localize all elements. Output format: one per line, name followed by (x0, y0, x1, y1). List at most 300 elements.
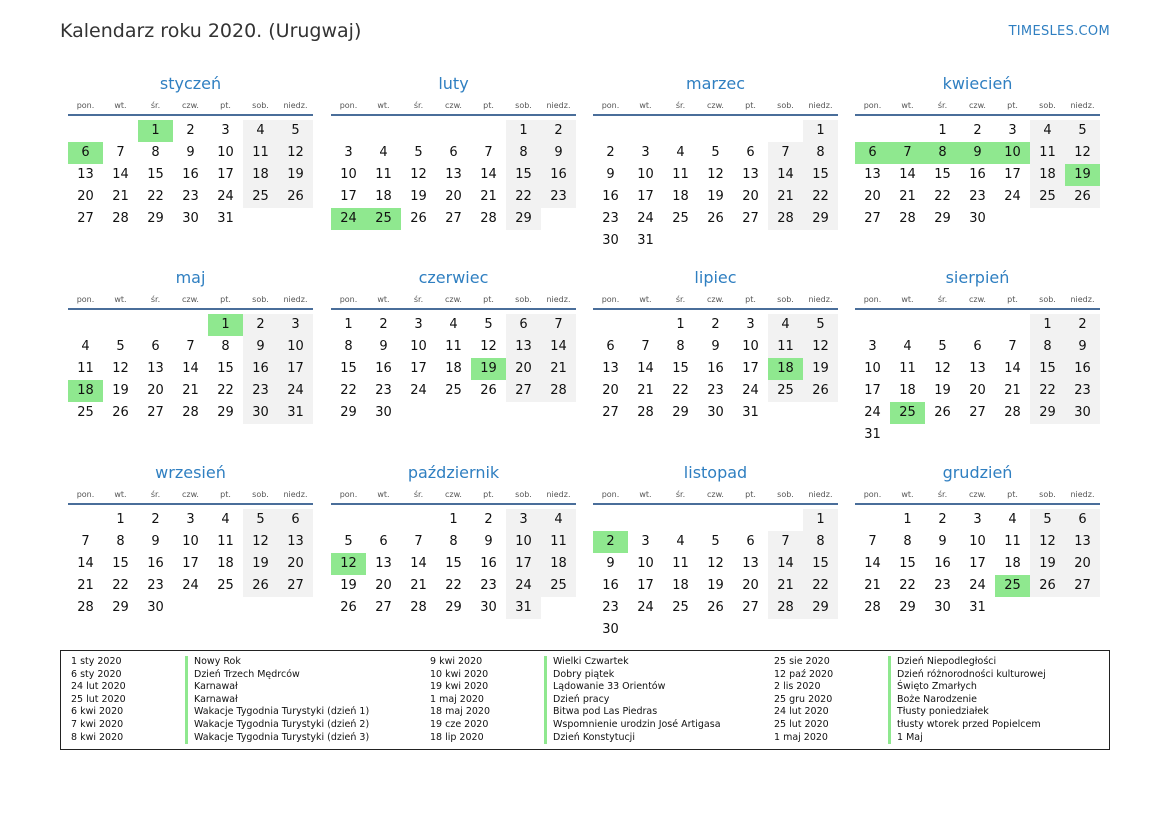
weekday-header (68, 100, 313, 116)
legend-row (61, 669, 369, 682)
weekday-header (593, 489, 838, 505)
day-cell: 26 (1065, 186, 1100, 208)
day-cell: 10 (340, 167, 357, 182)
day-cell: 11 (445, 339, 462, 354)
weekday-label: niedz. (283, 295, 308, 304)
day-cell: 23 (707, 383, 724, 398)
day-cell: 9 (484, 534, 493, 549)
day-cell: 3 (221, 123, 230, 138)
day-grid (331, 314, 576, 424)
day-cell: 16 (1065, 358, 1100, 380)
day-cell: 3 (278, 314, 313, 336)
weekday-label: wt. (639, 490, 652, 499)
day-cell: 15 (506, 164, 541, 186)
weekday-label: śr. (413, 101, 424, 110)
day-cell: 15 (934, 167, 951, 182)
day-cell: 29 (803, 597, 838, 619)
weekday-label: pt. (1007, 295, 1018, 304)
day-grid (331, 120, 576, 230)
day-cell: 8 (221, 339, 230, 354)
month-1 (68, 74, 313, 230)
holiday-name: Dzień różnorodności kulturowej (888, 669, 1046, 682)
day-cell: 29 (217, 405, 234, 420)
day-cell: 10 (410, 339, 427, 354)
day-cell: 30 (147, 600, 164, 615)
weekday-header (68, 489, 313, 505)
day-cell: 8 (151, 145, 160, 160)
day-cell: 30 (707, 405, 724, 420)
empty-cell (68, 509, 103, 531)
month-3 (593, 74, 838, 252)
day-cell: 19 (112, 383, 129, 398)
day-cell: 16 (480, 556, 497, 571)
day-cell: 17 (969, 556, 986, 571)
day-cell: 14 (410, 556, 427, 571)
day-cell: 22 (506, 186, 541, 208)
day-cell: 18 (541, 553, 576, 575)
holiday-date: 25 sie 2020 (774, 656, 830, 667)
day-cell: 27 (147, 405, 164, 420)
day-cell: 21 (112, 189, 129, 204)
holiday-date: 18 lip 2020 (430, 731, 484, 743)
legend-row (420, 719, 721, 732)
holiday-date: 2 lis 2020 (774, 681, 821, 693)
day-cell: 23 (969, 189, 986, 204)
day-cell: 12 (480, 339, 497, 354)
day-grid (593, 509, 838, 641)
day-cell: 27 (278, 575, 313, 597)
day-cell: 17 (182, 556, 199, 571)
holiday-day: 1 (138, 120, 173, 142)
day-cell: 3 (746, 317, 755, 332)
day-cell: 7 (868, 534, 877, 549)
holiday-day: 25 (995, 575, 1030, 597)
day-cell: 13 (278, 531, 313, 553)
month-5 (68, 268, 313, 424)
weekday-label: wt. (901, 490, 914, 499)
weekday-label: śr. (150, 295, 161, 304)
day-cell: 14 (541, 336, 576, 358)
legend-row (61, 681, 369, 694)
holiday-date: 10 kwi 2020 (430, 668, 489, 680)
day-cell: 22 (672, 383, 689, 398)
brand-link[interactable]: TIMESLES.COM (1008, 24, 1110, 39)
month-name: listopad (683, 463, 748, 482)
weekday-label: pt. (745, 295, 756, 304)
day-cell: 20 (278, 553, 313, 575)
empty-cell (103, 314, 138, 336)
holiday-name: Karnawał (185, 681, 238, 694)
day-cell: 28 (637, 405, 654, 420)
day-cell: 28 (768, 208, 803, 230)
day-cell: 20 (147, 383, 164, 398)
holiday-day: 1 (208, 314, 243, 336)
day-grid (855, 120, 1100, 230)
day-cell: 3 (506, 509, 541, 531)
holiday-date: 1 maj 2020 (430, 693, 484, 705)
day-cell: 21 (410, 578, 427, 593)
day-cell: 1 (676, 317, 685, 332)
day-cell: 13 (864, 167, 881, 182)
weekday-label: sob. (252, 295, 269, 304)
empty-cell (768, 509, 803, 531)
day-cell: 25 (77, 405, 94, 420)
day-cell: 22 (1030, 380, 1065, 402)
day-cell: 22 (899, 578, 916, 593)
day-cell: 13 (969, 361, 986, 376)
day-cell: 3 (1008, 123, 1017, 138)
weekday-label: pon. (601, 101, 620, 110)
day-cell: 26 (340, 600, 357, 615)
holiday-date: 19 cze 2020 (430, 718, 489, 730)
day-cell: 17 (506, 553, 541, 575)
day-cell: 24 (969, 578, 986, 593)
day-cell: 30 (1065, 402, 1100, 424)
day-cell: 10 (182, 534, 199, 549)
day-cell: 23 (602, 211, 619, 226)
weekday-header (68, 294, 313, 310)
empty-cell (663, 120, 698, 142)
month-name: lipiec (694, 268, 737, 287)
day-cell: 11 (672, 167, 689, 182)
weekday-label: sob. (777, 101, 794, 110)
weekday-label: pt. (220, 101, 231, 110)
day-grid (68, 120, 313, 230)
day-cell: 7 (768, 531, 803, 553)
day-cell: 18 (1030, 164, 1065, 186)
day-cell: 3 (344, 145, 353, 160)
weekday-label: sob. (515, 295, 532, 304)
day-cell: 3 (186, 512, 195, 527)
day-cell: 13 (506, 336, 541, 358)
day-cell: 26 (278, 186, 313, 208)
day-cell: 20 (969, 383, 986, 398)
weekday-label: pt. (220, 295, 231, 304)
month-10 (331, 463, 576, 619)
month-name: styczeń (159, 74, 222, 93)
day-cell: 6 (151, 339, 160, 354)
day-cell: 1 (803, 120, 838, 142)
day-cell: 15 (217, 361, 234, 376)
empty-cell (401, 509, 436, 531)
weekday-label: czw. (969, 101, 986, 110)
empty-cell (366, 509, 401, 531)
day-cell: 6 (379, 534, 388, 549)
day-cell: 29 (506, 208, 541, 230)
day-cell: 14 (1004, 361, 1021, 376)
month-name: kwiecień (942, 74, 1013, 93)
day-cell: 9 (606, 167, 615, 182)
month-name: czerwiec (418, 268, 489, 287)
day-cell: 24 (506, 575, 541, 597)
empty-cell (890, 314, 925, 336)
weekday-label: czw. (182, 490, 199, 499)
day-cell: 12 (1030, 531, 1065, 553)
legend-row (61, 732, 369, 745)
day-cell: 16 (602, 189, 619, 204)
empty-cell (855, 509, 890, 531)
day-cell: 5 (278, 120, 313, 142)
day-cell: 4 (541, 509, 576, 531)
day-cell: 27 (445, 211, 462, 226)
day-cell: 26 (934, 405, 951, 420)
day-cell: 24 (637, 211, 654, 226)
holiday-date: 19 kwi 2020 (430, 681, 489, 693)
day-cell: 13 (375, 556, 392, 571)
weekday-label: wt. (377, 490, 390, 499)
day-cell: 21 (637, 383, 654, 398)
day-cell: 8 (803, 531, 838, 553)
day-cell: 16 (147, 556, 164, 571)
day-cell: 10 (969, 534, 986, 549)
month-4 (855, 74, 1100, 230)
holiday-name: Dzień Niepodległości (888, 656, 996, 669)
day-cell: 28 (541, 380, 576, 402)
day-cell: 8 (449, 534, 458, 549)
weekday-label: pon. (339, 295, 358, 304)
weekday-label: niedz. (808, 490, 833, 499)
day-cell: 24 (278, 380, 313, 402)
day-cell: 2 (379, 317, 388, 332)
day-cell: 12 (278, 142, 313, 164)
day-cell: 18 (217, 556, 234, 571)
day-cell: 13 (147, 361, 164, 376)
weekday-label: wt. (114, 101, 127, 110)
day-cell: 19 (1030, 553, 1065, 575)
day-cell: 2 (151, 512, 160, 527)
weekday-label: wt. (901, 295, 914, 304)
day-cell: 27 (742, 600, 759, 615)
day-cell: 26 (480, 383, 497, 398)
day-cell: 8 (676, 339, 685, 354)
day-cell: 20 (445, 189, 462, 204)
legend-row (764, 694, 1046, 707)
holiday-name: Dobry piątek (544, 669, 614, 682)
day-cell: 11 (217, 534, 234, 549)
day-cell: 18 (243, 164, 278, 186)
day-cell: 19 (707, 189, 724, 204)
day-cell: 10 (637, 167, 654, 182)
day-cell: 26 (243, 575, 278, 597)
weekday-label: niedz. (283, 490, 308, 499)
day-cell: 11 (375, 167, 392, 182)
holiday-name: Dzień Konstytucji (544, 732, 635, 745)
day-cell: 22 (147, 189, 164, 204)
holiday-date: 9 kwi 2020 (430, 656, 483, 667)
day-cell: 24 (217, 189, 234, 204)
day-cell: 23 (147, 578, 164, 593)
legend-column (61, 656, 369, 744)
legend-row (764, 732, 1046, 745)
weekday-header (331, 489, 576, 505)
day-cell: 23 (243, 380, 278, 402)
day-cell: 20 (742, 578, 759, 593)
holiday-day: 25 (890, 402, 925, 424)
month-name: sierpień (945, 268, 1010, 287)
day-cell: 21 (77, 578, 94, 593)
day-cell: 15 (147, 167, 164, 182)
day-cell: 1 (938, 123, 947, 138)
day-cell: 26 (707, 211, 724, 226)
holiday-name: Wspomnienie urodzin José Artigasa (544, 719, 721, 732)
day-cell: 11 (672, 556, 689, 571)
weekday-label: sob. (252, 101, 269, 110)
weekday-label: pt. (745, 101, 756, 110)
day-cell: 4 (1030, 120, 1065, 142)
day-cell: 29 (803, 208, 838, 230)
day-cell: 24 (1004, 189, 1021, 204)
weekday-label: wt. (377, 101, 390, 110)
day-cell: 31 (864, 427, 881, 442)
weekday-label: wt. (639, 101, 652, 110)
weekday-label: pt. (483, 101, 494, 110)
day-cell: 7 (116, 145, 125, 160)
empty-cell (995, 314, 1030, 336)
day-cell: 20 (864, 189, 881, 204)
weekday-label: śr. (937, 490, 948, 499)
day-cell: 1 (449, 512, 458, 527)
empty-cell (768, 120, 803, 142)
day-cell: 11 (768, 336, 803, 358)
weekday-label: wt. (901, 101, 914, 110)
day-cell: 9 (151, 534, 160, 549)
day-cell: 8 (116, 534, 125, 549)
day-cell: 21 (768, 575, 803, 597)
day-cell: 29 (147, 211, 164, 226)
day-cell: 19 (803, 358, 838, 380)
holiday-day: 24 (331, 208, 366, 230)
weekday-header (331, 100, 576, 116)
day-cell: 9 (186, 145, 195, 160)
day-cell: 2 (1065, 314, 1100, 336)
day-cell: 28 (182, 405, 199, 420)
holiday-day: 10 (995, 142, 1030, 164)
holiday-name: tłusty wtorek przed Popielcem (888, 719, 1041, 732)
holiday-name: Święto Zmarłych (888, 681, 977, 694)
holiday-day: 9 (960, 142, 995, 164)
month-name: październik (407, 463, 500, 482)
weekday-label: sob. (777, 295, 794, 304)
weekday-label: niedz. (283, 101, 308, 110)
day-cell: 28 (768, 597, 803, 619)
day-cell: 16 (934, 556, 951, 571)
weekday-label: śr. (150, 101, 161, 110)
day-cell: 16 (541, 164, 576, 186)
day-cell: 26 (112, 405, 129, 420)
weekday-label: pt. (1007, 490, 1018, 499)
weekday-label: pon. (76, 490, 95, 499)
day-cell: 22 (445, 578, 462, 593)
weekday-label: sob. (777, 490, 794, 499)
month-name: wrzesień (155, 463, 226, 482)
empty-cell (628, 314, 663, 336)
weekday-label: czw. (445, 295, 462, 304)
weekday-label: niedz. (808, 295, 833, 304)
weekday-header (593, 294, 838, 310)
day-cell: 16 (707, 361, 724, 376)
day-grid (855, 314, 1100, 446)
holiday-name: Bitwa pod Las Piedras (544, 706, 657, 719)
empty-cell (593, 314, 628, 336)
weekday-label: śr. (675, 101, 686, 110)
weekday-label: czw. (707, 101, 724, 110)
day-cell: 2 (484, 512, 493, 527)
day-cell: 11 (541, 531, 576, 553)
weekday-label: pon. (339, 490, 358, 499)
day-cell: 6 (973, 339, 982, 354)
day-cell: 1 (1030, 314, 1065, 336)
day-cell: 12 (803, 336, 838, 358)
day-cell: 22 (934, 189, 951, 204)
day-cell: 29 (112, 600, 129, 615)
legend-row (420, 694, 721, 707)
holiday-name: Dzień pracy (544, 694, 609, 707)
day-cell: 10 (278, 336, 313, 358)
legend-row (764, 681, 1046, 694)
day-cell: 12 (410, 167, 427, 182)
holiday-day: 25 (366, 208, 401, 230)
day-cell: 6 (506, 314, 541, 336)
day-cell: 20 (602, 383, 619, 398)
weekday-label: śr. (675, 490, 686, 499)
day-cell: 9 (606, 556, 615, 571)
day-cell: 14 (480, 167, 497, 182)
month-name: marzec (685, 74, 745, 93)
day-grid (68, 314, 313, 424)
day-cell: 7 (484, 145, 493, 160)
page-title: Kalendarz roku 2020. (Urugwaj) (60, 20, 362, 42)
day-cell: 4 (676, 145, 685, 160)
day-cell: 25 (768, 380, 803, 402)
weekday-label: śr. (675, 295, 686, 304)
legend-column (420, 656, 721, 744)
empty-cell (698, 509, 733, 531)
holiday-name: Dzień Trzech Mędrców (185, 669, 300, 682)
day-cell: 2 (711, 317, 720, 332)
day-cell: 31 (637, 233, 654, 248)
empty-cell (593, 120, 628, 142)
holiday-day: 6 (68, 142, 103, 164)
weekday-label: pt. (745, 490, 756, 499)
weekday-label: śr. (413, 295, 424, 304)
holiday-date: 25 gru 2020 (774, 693, 833, 705)
day-cell: 24 (410, 383, 427, 398)
empty-cell (331, 509, 366, 531)
month-name: grudzień (942, 463, 1013, 482)
day-cell: 8 (344, 339, 353, 354)
day-cell: 5 (711, 145, 720, 160)
day-cell: 9 (711, 339, 720, 354)
day-cell: 7 (81, 534, 90, 549)
weekday-label: wt. (114, 490, 127, 499)
legend-row (420, 706, 721, 719)
weekday-label: niedz. (546, 101, 571, 110)
day-cell: 13 (445, 167, 462, 182)
day-grid (68, 509, 313, 619)
holiday-day: 6 (855, 142, 890, 164)
holiday-date: 24 lut 2020 (71, 681, 126, 693)
day-cell: 19 (278, 164, 313, 186)
day-cell: 29 (899, 600, 916, 615)
day-cell: 18 (899, 383, 916, 398)
weekday-label: pon. (76, 101, 95, 110)
day-cell: 27 (864, 211, 881, 226)
legend-column (764, 656, 1046, 744)
legend-row (764, 656, 1046, 669)
weekday-label: śr. (937, 101, 948, 110)
day-cell: 23 (375, 383, 392, 398)
holiday-day: 19 (471, 358, 506, 380)
